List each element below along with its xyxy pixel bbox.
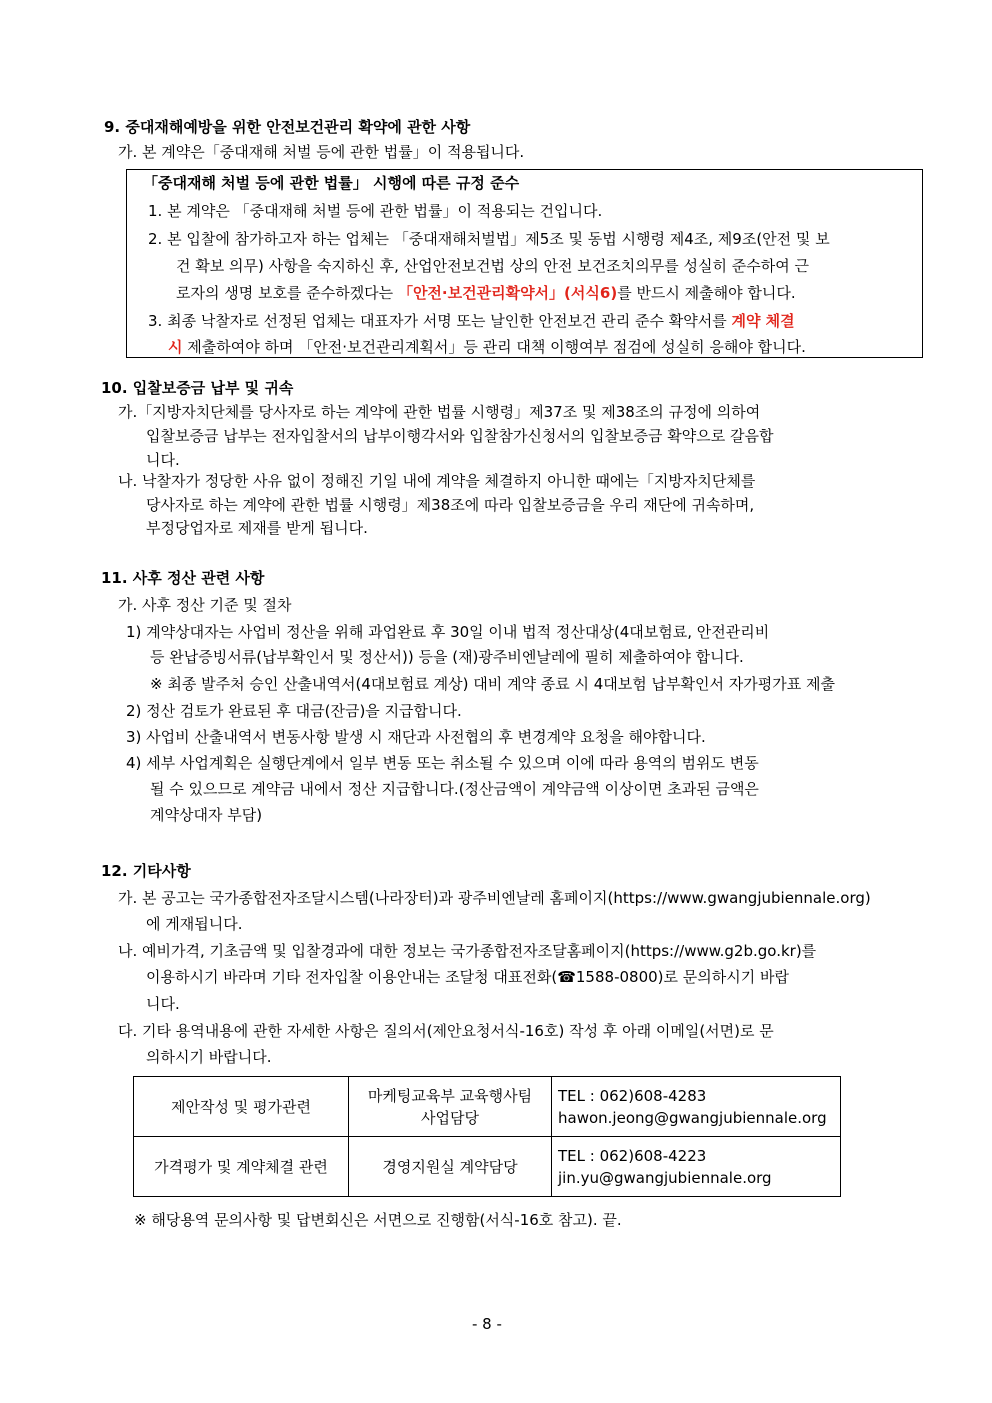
section-11-item-2: 2) 정산 검토가 완료된 후 대금(잔금)을 지급합니다. [126, 702, 462, 720]
section-11-title: 11. 사후 정산 관련 사항 [101, 569, 265, 587]
compliance-item-2-text: 로자의 생명 보호를 준수하겠다는 [176, 284, 398, 302]
compliance-item-3-line-2 [168, 336, 806, 357]
compliance-item-1: 1. 본 계약은 「중대재해 처벌 등에 관한 법률」이 적용되는 건입니다. [148, 202, 603, 220]
section-12-na-text: 이용하시기 바라며 기타 전자입찰 이용안내는 조달청 대표전화( [146, 968, 558, 986]
section-10-na-line-2: 당사자로 하는 계약에 관한 법률 시행령」제38조에 따라 입찰보증금을 우리 재단에 귀속하며, [146, 496, 755, 514]
compliance-item-2-text-end: 를 반드시 제출해야 합니다. [617, 284, 796, 302]
section-11-item-3: 3) 사업비 산출내역서 변동사항 발생 시 재단과 사전협의 후 변경계약 요청을 해야합니다. [126, 728, 706, 746]
contact-info [552, 1137, 841, 1197]
compliance-item-2-line-2: 건 확보 의무) 사항을 숙지하신 후, 산업안전보건법 상의 안전 보건조치의무를 성실히 준수하여 근 [176, 257, 809, 275]
section-9-item-ga: 가. 본 계약은「중대재해 처벌 등에 관한 법률」이 적용됩니다. [118, 143, 525, 161]
section-9-title: 9. 중대재해예방을 위한 안전보건관리 확약에 관한 사항 [104, 118, 471, 136]
section-10-na-line-3: 부정당업자로 제재를 받게 됩니다. [146, 519, 368, 537]
contact-topic: 제안작성 및 평가관련 [134, 1077, 349, 1137]
inquiry-note: ※ 해당용역 문의사항 및 답변회신은 서면으로 진행함(서식-16호 참고). 끝. [134, 1211, 622, 1229]
compliance-item-3-text-end: 제출하여야 하며 「안전·보건관리계획서」등 관리 대책 이행여부 점검에 성실히 응해야 합니다. [182, 338, 806, 356]
section-11-item-4-line-1: 4) 세부 사업계획은 실행단계에서 일부 변동 또는 취소될 수 있으며 이에 따라 용역의 범위도 변동 [126, 754, 759, 772]
section-12-na-line-1: 나. 예비가격, 기초금액 및 입찰경과에 대한 정보는 국가종합전자조달홈페이지(https://www.g2b.go.kr)를 [118, 942, 817, 960]
contact-department [349, 1077, 552, 1137]
section-12-na-text-end: 1588-0800)로 문의하시기 바랍 [575, 968, 789, 986]
phone-icon: ☎ [557, 968, 576, 986]
section-11-item-1-line-1: 1) 계약상대자는 사업비 정산을 위해 과업완료 후 30일 이내 법적 정산대상(4대보험료, 안전관리비 [126, 623, 770, 641]
section-11-item-4-line-2: 될 수 있으므로 계약금 내에서 정산 지급합니다.(정산금액이 계약금액 이상이면 초과된 금액은 [150, 780, 759, 798]
section-12-na-line-2 [146, 966, 789, 987]
compliance-item-3-line-1 [148, 310, 795, 331]
contact-email[interactable]: hawon.jeong@gwangjubiennale.org [558, 1108, 827, 1127]
section-11-item-1-line-2: 등 완납증빙서류(납부확인서 및 정산서)) 등을 (재)광주비엔날레에 필히 제출하여야 합니다. [150, 648, 744, 666]
section-11-item-1-note: ※ 최종 발주처 승인 산출내역서(4대보험료 계상) 대비 계약 종료 시 4대보험 납부확인서 자가평가표 제출 [150, 675, 835, 693]
section-12-da-line-1: 다. 기타 용역내용에 관한 자세한 사항은 질의서(제안요청서식-16호) 작성 후 아래 이메일(서면)로 문 [118, 1022, 774, 1040]
compliance-box-title: 「중대재해 처벌 등에 관한 법률」 시행에 따른 규정 준수 [143, 174, 520, 192]
section-12-ga-line-1: 가. 본 공고는 국가종합전자조달시스템(나라장터)과 광주비엔날레 홈페이지(https://www.gwangjubiennale.org) [118, 889, 871, 907]
contract-signing-highlight-end: 시 [168, 338, 183, 356]
section-11-item-4-line-3: 계약상대자 부담) [150, 806, 263, 824]
contact-topic: 가격평가 및 계약체결 관련 [134, 1137, 349, 1197]
contract-signing-highlight: 계약 체결 [731, 312, 795, 330]
table-row [134, 1137, 841, 1197]
compliance-item-3-text: 3. 최종 낙찰자로 선정된 업체는 대표자가 서명 또는 날인한 안전보건 관리 준수 확약서를 [148, 312, 732, 330]
safety-pledge-form-reference: 「안전·보건관리확약서」(서식6) [397, 284, 618, 302]
section-10-ga-line-2: 입찰보증금 납부는 전자입찰서의 납부이행각서와 입찰참가신청서의 입찰보증금 확약으로 갈음합 [146, 427, 774, 445]
contact-department-line-2: 사업담당 [421, 1108, 479, 1127]
contact-tel: TEL : 062)608-4223 [558, 1146, 707, 1165]
section-10-ga-line-3: 니다. [146, 451, 180, 469]
section-12-title: 12. 기타사항 [101, 862, 191, 880]
contact-department [349, 1137, 552, 1197]
contact-table [133, 1076, 841, 1197]
table-row [134, 1077, 841, 1137]
compliance-item-2-line-1: 2. 본 입찰에 참가하고자 하는 업체는 「중대재해처벌법」제5조 및 동법 시행령 제4조, 제9조(안전 및 보 [148, 230, 830, 248]
section-10-title: 10. 입찰보증금 납부 및 귀속 [101, 379, 294, 397]
contact-tel: TEL : 062)608-4283 [558, 1086, 707, 1105]
section-12-da-line-2: 의하시기 바랍니다. [146, 1048, 272, 1066]
contact-department-line-1: 마케팅교육부 교육행사팀 [367, 1086, 533, 1105]
section-10-ga-line-1: 가.「지방자치단체를 당사자로 하는 계약에 관한 법률 시행령」제37조 및 제38조의 규정에 의하여 [118, 403, 761, 421]
contact-department-line-1: 경영지원실 계약담당 [382, 1157, 518, 1176]
page-number: - 8 - [472, 1315, 502, 1333]
section-11-ga: 가. 사후 정산 기준 및 절차 [118, 596, 292, 614]
section-12-ga-line-2: 에 게재됩니다. [146, 915, 243, 933]
contact-email[interactable]: jin.yu@gwangjubiennale.org [558, 1168, 772, 1187]
contact-info [552, 1077, 841, 1137]
section-10-na-line-1: 나. 낙찰자가 정당한 사유 없이 정해진 기일 내에 계약을 체결하지 아니한 때에는「지방자치단체를 [118, 472, 756, 490]
section-12-na-line-3: 니다. [146, 995, 180, 1013]
compliance-item-2-line-3 [176, 282, 796, 303]
